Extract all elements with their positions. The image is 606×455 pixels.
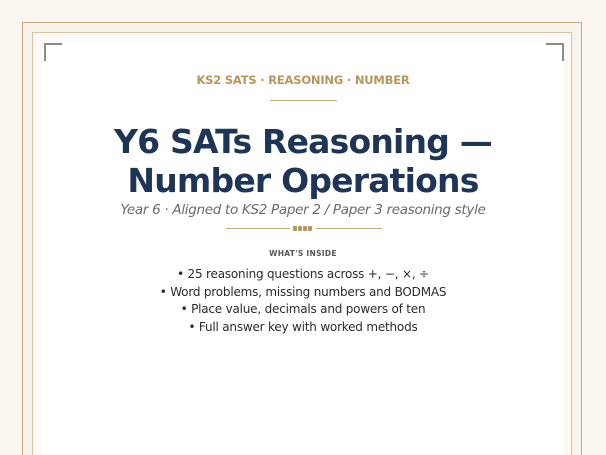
page-title bbox=[0, 122, 606, 200]
divider-line-left bbox=[226, 228, 290, 229]
contents-list bbox=[0, 266, 606, 336]
divider-line-right bbox=[316, 228, 382, 229]
list-item: • 25 reasoning questions across +, −, ×, ÷ bbox=[177, 267, 429, 281]
category-kicker: KS2 SATS · REASONING · NUMBER bbox=[196, 73, 410, 87]
divider-ornament-icon bbox=[293, 226, 313, 231]
section-heading: WHAT'S INSIDE bbox=[269, 249, 337, 258]
kicker-underline bbox=[270, 100, 337, 101]
list-item: • Word problems, missing numbers and BODMAS bbox=[159, 284, 447, 299]
list-item: • Full answer key with worked methods bbox=[188, 319, 418, 334]
page-title-line-1: Y6 SATs Reasoning — bbox=[114, 122, 492, 161]
page-subtitle: Year 6 · Aligned to KS2 Paper 2 / Paper 3 reasoning style bbox=[120, 202, 486, 218]
corner-bracket-top-right-icon bbox=[546, 43, 564, 61]
corner-bracket-top-left-icon bbox=[44, 43, 62, 61]
page-title-line-2: Number Operations bbox=[127, 161, 479, 200]
list-item: • Place value, decimals and powers of ten bbox=[180, 302, 426, 316]
